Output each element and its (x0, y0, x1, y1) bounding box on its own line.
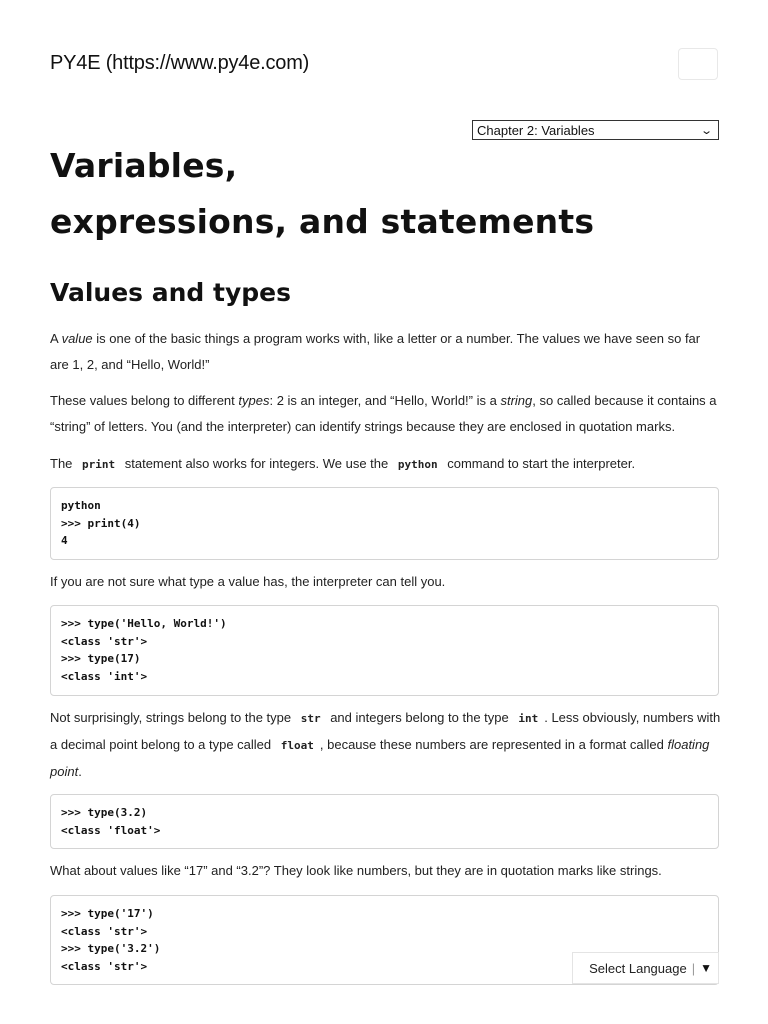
code-line: <class 'str'> (61, 959, 148, 973)
code-line: <class 'int'> (61, 669, 148, 683)
code-line: <class 'str'> (61, 634, 148, 648)
term-string: string (500, 393, 533, 408)
code-line: python (61, 499, 101, 512)
inline-code-str: str (300, 712, 321, 725)
paragraph-type-question: If you are not sure what type a value has, the interpreter can tell you. (50, 574, 446, 589)
code-line: >>> type('17') (61, 907, 154, 920)
chapter-select-value: Chapter 2: Variables (477, 122, 595, 138)
language-select-label: Select Language (589, 960, 687, 976)
chevron-down-icon: ⌄ (699, 124, 713, 137)
code-block-2 (50, 605, 719, 696)
code-block-1 (50, 487, 719, 560)
code-line: <class 'str'> (61, 924, 148, 938)
paragraph-print-statement: The print statement also works for integers. We use the python command to start the interpreter. (50, 456, 636, 471)
inline-code-print: print (82, 458, 116, 471)
code-line: >>> print(4) (61, 516, 141, 530)
page-title-line-1: Variables, (50, 146, 238, 185)
triangle-down-icon: ▼ (700, 961, 712, 975)
section-heading: Values and types (50, 278, 292, 307)
language-select[interactable] (572, 952, 719, 984)
inline-code-int: int (518, 712, 539, 725)
code-line: >>> type(17) (61, 652, 141, 665)
paragraph-types: These values belong to different types: 2 is an integer, and “Hello, World!” is a string, so called because it contains a “string” of letters. You (and the interpreter) can identify strings because they are enclosed in quotation marks. (50, 393, 717, 434)
code-line: >>> type('3.2') (61, 942, 161, 955)
menu-button[interactable] (678, 48, 718, 80)
code-line: >>> type(3.2) (61, 806, 148, 819)
inline-code-python: python (397, 458, 438, 471)
chapter-select[interactable] (472, 120, 719, 140)
inline-code-float: float (280, 739, 314, 752)
language-separator: | (691, 960, 696, 976)
paragraph-value-definition: A value is one of the basic things a program works with, like a letter or a number. The values we have seen so far are 1, 2, and “Hello, World!” (50, 331, 701, 372)
paragraph-str-int-float: Not surprisingly, strings belong to the type str and integers belong to the type int . Less obviously, numbers with a decimal point belong to a type called float , because these numbers are represented in a format called floating point. (50, 710, 721, 779)
site-title[interactable]: PY4E (https://www.py4e.com) (50, 52, 310, 74)
code-line: 4 (61, 534, 68, 547)
paragraph-quoted-numbers: What about values like “17” and “3.2”? They look like numbers, but they are in quotation marks like strings. (50, 863, 662, 878)
page-title-line-2: expressions, and statements (50, 202, 595, 241)
term-floating-point: floating point (50, 737, 710, 779)
code-line: >>> type('Hello, World!') (61, 617, 227, 630)
term-value: value (61, 331, 93, 346)
code-line: <class 'float'> (61, 823, 161, 837)
code-block-3 (50, 794, 719, 849)
term-types: types (238, 393, 270, 408)
